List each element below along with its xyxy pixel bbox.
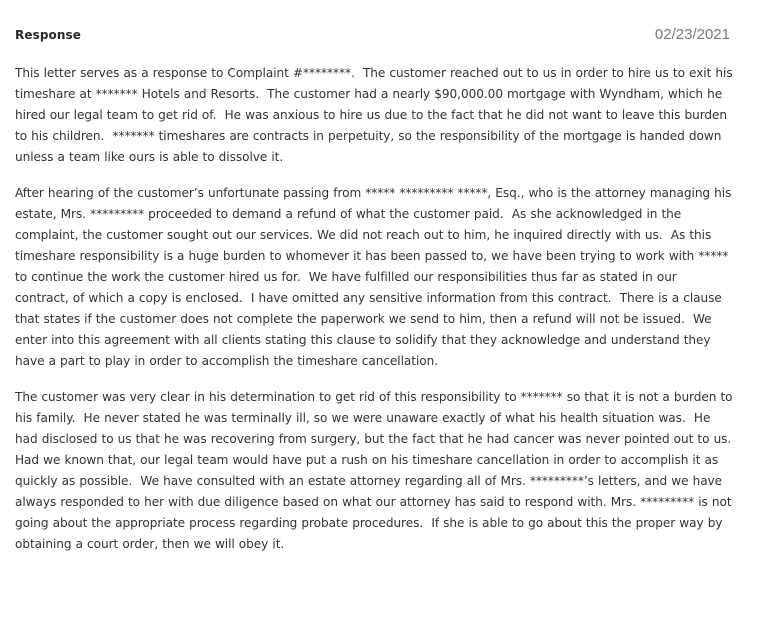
response-paragraph-2: After hearing of the customer’s unfortunate passing from ***** ********* *****, Esq., who is the attorney managing his estate, Mrs. ********* proceeded to demand a refund of what the customer paid. As she acknowledged in the complaint, the customer sought out our services. We did not reach out to him, he inquired directly with us. As this timeshare responsibility is a huge burden to whomever it has been passed to, we have been trying to work with ***** to continue the work the customer hired us for. We have fulfilled our responsibilities thus far as stated in our contract, of which a copy is enclosed. I have omitted any sensitive information from this contract. There is a clause that states if the customer does not complete the paperwork we send to him, then a refund will not be issued. We enter into this agreement with all clients stating this clause to solidify that they acknowledge and understand they have a part to play in order to accomplish the timeshare cancellation. [15, 186, 736, 368]
response-date: 02/23/2021 [654, 26, 730, 43]
response-body [15, 63, 740, 570]
response-header [15, 26, 730, 46]
response-heading: Response [15, 28, 81, 42]
response-paragraph-3: The customer was very clear in his determination to get rid of this responsibility to ******* so that it is not a burden to his family. He never stated he was terminally ill, so we were unaware exactly of what his health situation was. He had disclosed to us that he was recovering from surgery, but the fact that he had cancer was never pointed out to us. Had we known that, our legal team would have put a rush on his timeshare cancellation in order to accomplish it as quickly as possible. We have consulted with an estate attorney regarding all of Mrs. *********’s letters, and we have always responded to her with due diligence based on what our attorney has said to respond with. Mrs. ********* is not going about the appropriate process regarding probate procedures. If she is able to go about this the proper way by obtaining a court order, then we will obey it. [15, 390, 740, 551]
response-paragraph-1: This letter serves as a response to Complaint #********. The customer reached out to us in order to hire us to exit his timeshare at ******* Hotels and Resorts. The customer had a nearly $90,000.00 mortgage with Wyndham, which he hired our legal team to get rid of. He was anxious to hire us due to the fact that he did not want to leave this burden to his children. ******* timeshares are contracts in perpetuity, so the responsibility of the mortgage is handed down unless a team like ours is able to dissolve it. [15, 66, 737, 164]
